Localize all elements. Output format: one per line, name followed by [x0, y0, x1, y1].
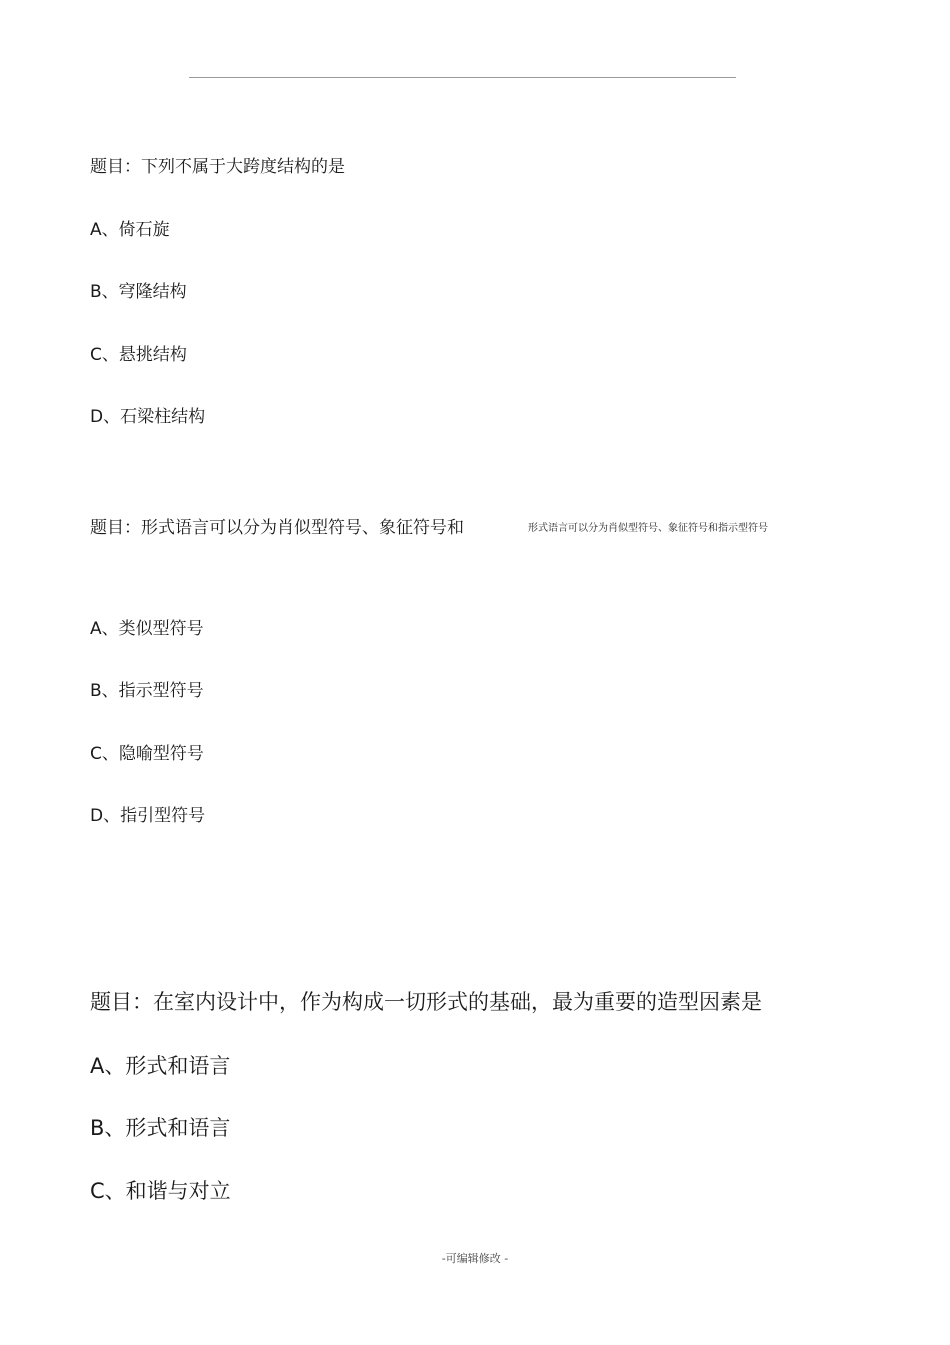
question-1-option-a: A、倚石旋 [90, 220, 170, 240]
question-3-option-a: A、形式和语言 [90, 1054, 231, 1078]
question-1-stem: 题目：下列不属于大跨度结构的是 [90, 157, 345, 177]
question-2-note: 形式语言可以分为肖似型符号、象征符号和指示型符号 [528, 523, 768, 534]
question-2-option-d: D、指引型符号 [90, 806, 206, 826]
question-2-stem: 题目：形式语言可以分为肖似型符号、象征符号和 [90, 518, 464, 538]
question-1-option-b: B、穹隆结构 [90, 282, 187, 302]
page-footer: -可编辑修改 - [441, 1252, 509, 1265]
question-3-option-c: C、和谐与对立 [90, 1179, 231, 1203]
header-rule [189, 77, 736, 78]
question-1-option-d: D、石梁柱结构 [90, 407, 206, 427]
question-2-option-b: B、指示型符号 [90, 681, 204, 701]
question-3-stem: 题目：在室内设计中，作为构成一切形式的基础，最为重要的造型因素是 [90, 990, 762, 1014]
question-2-option-a: A、类似型符号 [90, 619, 204, 639]
question-1-option-c: C、悬挑结构 [90, 345, 187, 365]
question-3-option-b: B、形式和语言 [90, 1116, 231, 1140]
question-2-option-c: C、隐喻型符号 [90, 744, 204, 764]
